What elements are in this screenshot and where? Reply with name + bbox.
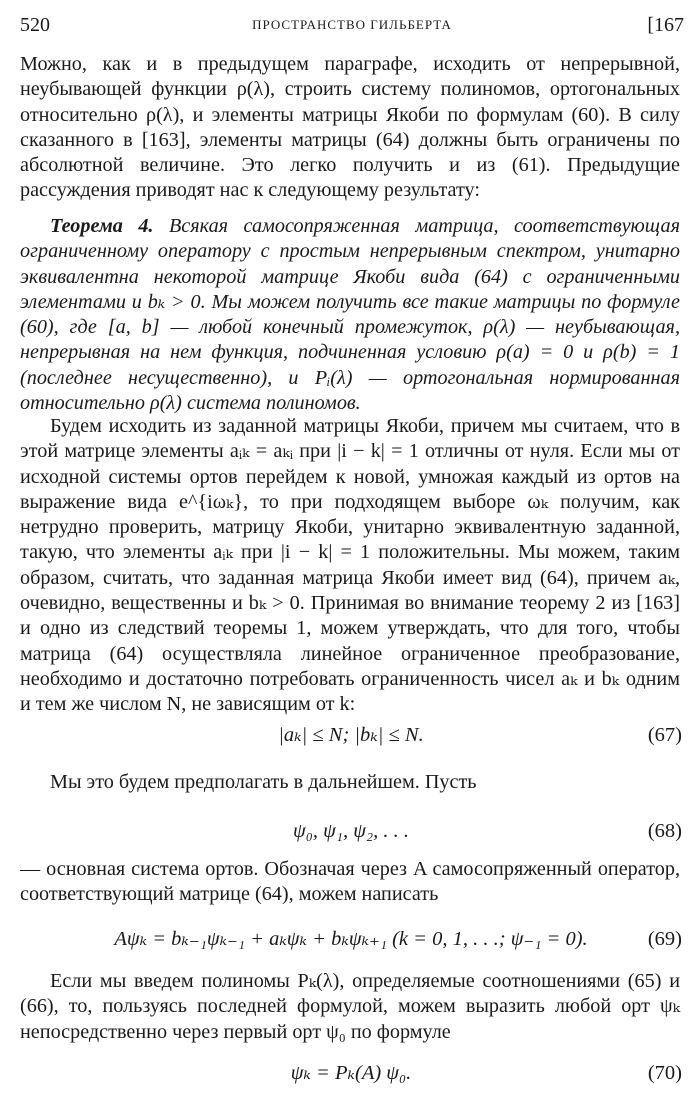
equation-70-number: (70)	[647, 1062, 682, 1084]
equation-69-body: Aψₖ = bₖ₋₁ψₖ₋₁ + aₖψₖ + bₖψₖ₊₁ (k = 0, 1, . . .; ψ₋₁ = 0).	[114, 928, 588, 950]
equation-67	[20, 720, 682, 750]
running-head	[20, 14, 684, 40]
paragraph-basis: — основная система ортов. Обозначая через A самосопряженный оператор, соответствующий матрице (64), можем написать	[20, 858, 680, 906]
section-number: [167	[647, 14, 684, 36]
paragraph-assume: Мы это будем предполагать в дальнейшем. Пусть	[50, 771, 477, 793]
equation-68-number: (68)	[647, 820, 682, 842]
equation-69	[20, 924, 682, 954]
paragraph-polynomials: Если мы введем полиномы Pₖ(λ), определяемые соотношениями (65) и (66), то, пользуясь последней формулой, можем выразить любой орт ψₖ непосредственно через первый орт ψ₀ по формуле	[20, 970, 680, 1043]
theorem-text: Всякая самосопряженная матрица, соответствующая ограниченному оператору с простым непрерывным спектром, унитарно эквивалентна некоторой матрице Якоби вида (64) с ограниченными элементами и bₖ > 0. Мы можем получить все такие матрицы по формуле (60), где [a, b] — любой конечный промежуток, ρ(λ) — неубывающая, непрерывная на нем функция, подчиненная условию ρ(a) = 0 и ρ(b) = 1 (последнее несущественно), и Pᵢ(λ) — ортогональная нормированная относительно ρ(λ) система полиномов.	[20, 215, 680, 415]
equation-68-body: ψ₀, ψ₁, ψ₂, . . .	[293, 820, 409, 842]
equation-67-body: |aₖ| ≤ N; |bₖ| ≤ N.	[278, 724, 424, 746]
equation-70	[20, 1058, 682, 1088]
equation-70-body: ψₖ = Pₖ(A) ψ₀.	[290, 1062, 412, 1084]
paragraph-jacobi: Будем исходить из заданной матрицы Якоби, причем мы считаем, что в этой матрице элементы aᵢₖ = aₖᵢ при |i − k| = 1 отличны от нуля. Если мы от исходной системы ортов перейдем к новой, умножая каждый из ортов на выражение вида e^{iωₖ}, то при подходящем выборе ωₖ получим, как нетрудно проверить, матрицу Якоби, унитарно эквивалентную заданной, такую, что элементы aᵢₖ при |i − k| = 1 положительны. Мы можем, таким образом, считать, что заданная матрица Якоби имеет вид (64), причем aₖ, очевидно, вещественны и bₖ > 0. Принимая во внимание теорему 2 из [163] и одно из следствий теоремы 1, можем утверждать, что для того, чтобы матрица (64) осуществляла линейное ограниченное преобразование, необходимо и достаточно потребовать ограниченность чисел aₖ и bₖ одним и тем же числом N, не зависящим от k:	[20, 415, 680, 716]
equation-67-number: (67)	[647, 724, 682, 746]
paragraph-intro: Можно, как и в предыдущем параграфе, исходить от непрерывной, неубывающей функции ρ(λ), строить систему полиномов, ортогональных относительно ρ(λ), и элементы матрицы Якоби по формулам (60). В силу сказанного в [163], элементы матрицы (64) должны быть ограничены по абсолютной величине. Это легко получить и из (61). Предыдущие рассуждения приводят нас к следующему результату:	[20, 53, 680, 202]
theorem-4	[20, 214, 680, 416]
equation-69-number: (69)	[647, 928, 682, 950]
running-title: ПРОСТРАНСТВО ГИЛЬБЕРТА	[252, 17, 452, 32]
theorem-label: Теорема 4.	[50, 215, 154, 237]
equation-68	[20, 816, 682, 846]
page-number: 520	[20, 14, 50, 36]
